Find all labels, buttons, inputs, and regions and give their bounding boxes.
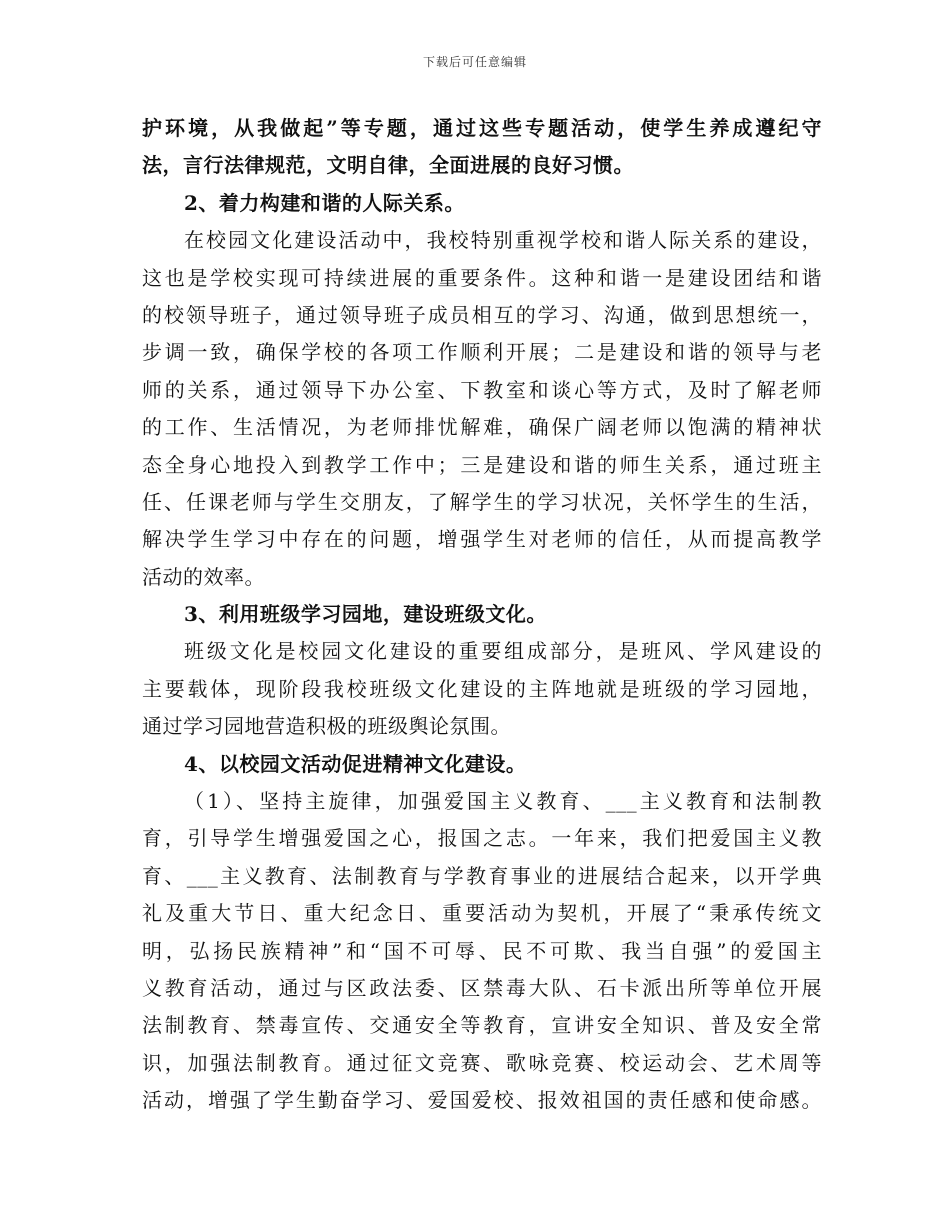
paragraph-line: 的工作、生活情况，为老师排忧解难，确保广阔老师以饱满的精神状 (142, 415, 822, 440)
section-heading-line: 2、着力构建和谐的人际关系。 (184, 190, 465, 215)
paragraph-line: 义教育活动，通过与区政法委、区禁毒大队、石卡派出所等单位开展 (142, 975, 822, 1000)
paragraph-line: 任、任课老师与学生交朋友，了解学生的学习状况，关怀学生的生活， (142, 489, 822, 514)
section-heading-line: 法，言行法律规范，文明自律，全面进展的良好习惯。 (142, 153, 634, 178)
paragraph-line: 这也是学校实现可持续进展的重要条件。这种和谐一是建设团结和谐 (142, 265, 822, 290)
paragraph-line: 主要载体，现阶段我校班级文化建设的主阵地就是班级的学习园地， (142, 676, 822, 701)
document-body (142, 110, 822, 1120)
paragraph-line: 明，弘扬民族精神”和“国不可辱、民不可欺、我当自强”的爱国主 (142, 938, 822, 963)
paragraph-line: 在校园文化建设活动中，我校特别重视学校和谐人际关系的建设， (184, 228, 822, 253)
paragraph-line: 通过学习园地营造积极的班级舆论氛围。 (142, 714, 511, 739)
paragraph-line: 活动，增强了学生勤奋学习、爱国爱校、报效祖国的责任感和使命感。 (142, 1088, 822, 1113)
paragraph-line: 的校领导班子，通过领导班子成员相互的学习、沟通，做到思想统一， (142, 302, 822, 327)
paragraph-line: 师的关系，通过领导下办公室、下教室和谈心等方式，及时了解老师 (142, 377, 822, 402)
paragraph-line: 法制教育、禁毒宣传、交通安全等教育，宣讲安全知识、普及安全常 (142, 1013, 822, 1038)
paragraph-line: 育，引导学生增强爱国之心，报国之志。一年来，我们把爱国主义教 (142, 826, 822, 851)
paragraph-line: 态全身心地投入到教学工作中；三是建设和谐的师生关系，通过班主 (142, 452, 822, 477)
page-header: 下载后可任意编辑 (422, 55, 527, 69)
section-heading-line: 4、以校园文活动促进精神文化建设。 (184, 751, 527, 776)
paragraph-line: 育、___主义教育、法制教育与学教育事业的进展结合起来，以开学典 (142, 863, 822, 888)
paragraph-line: 解决学生学习中存在的问题，增强学生对老师的信任，从而提高教学 (142, 527, 822, 552)
paragraph-line: 步调一致，确保学校的各项工作顺利开展；二是建设和谐的领导与老 (142, 340, 822, 365)
paragraph-line: 班级文化是校园文化建设的重要组成部分，是班风、学风建设的 (184, 639, 822, 664)
paragraph-line: 识，加强法制教育。通过征文竞赛、歌咏竞赛、校运动会、艺术周等 (142, 1050, 822, 1075)
section-heading-line: 护环境，从我做起”等专题，通过这些专题活动，使学生养成遵纪守 (142, 116, 822, 140)
paragraph-line: （1）、坚持主旋律，加强爱国主义教育、___主义教育和法制教 (184, 789, 822, 814)
section-heading-line: 3、利用班级学习园地，建设班级文化。 (184, 602, 547, 627)
paragraph-line: 礼及重大节日、重大纪念日、重要活动为契机，开展了“秉承传统文 (142, 901, 822, 926)
paragraph-line: 活动的效率。 (142, 564, 265, 589)
